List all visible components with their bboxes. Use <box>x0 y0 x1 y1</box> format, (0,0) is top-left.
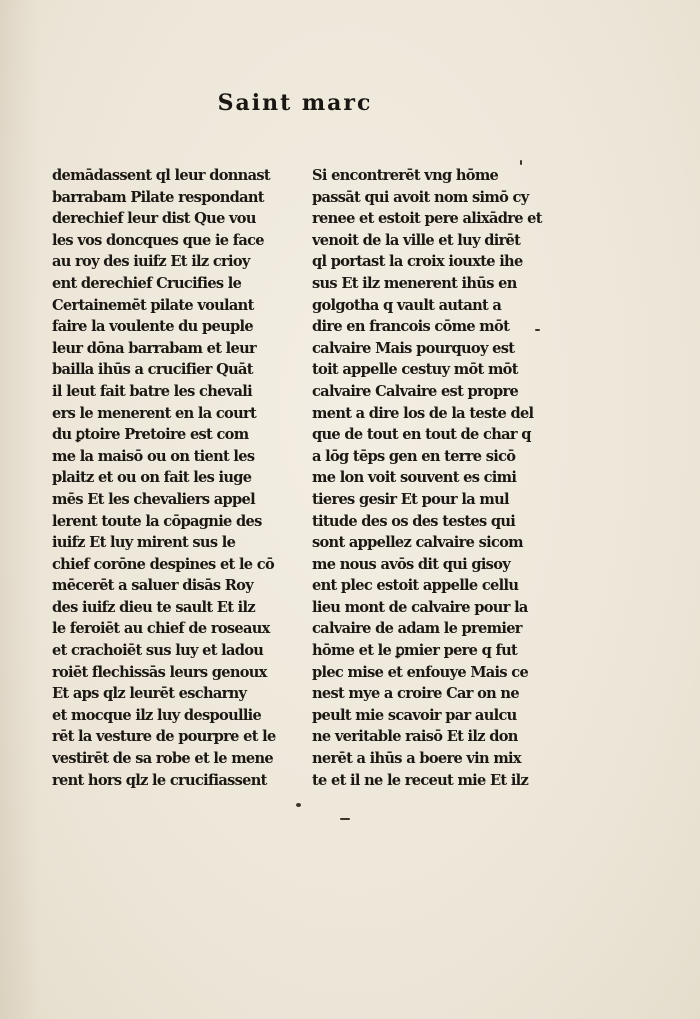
text-line: ment a dire los de la teste del <box>312 404 534 422</box>
text-line: ent plec estoit appelle cellu <box>312 577 519 595</box>
text-line: me la maisō ou on tient les <box>52 447 255 465</box>
text-line: me lon voit souvent es cimi <box>312 469 517 487</box>
ink-speck <box>296 803 301 807</box>
text-line: plec mise et enfouye Mais ce <box>312 663 529 681</box>
text-line: passāt qui avoit nom simō cy <box>312 188 529 206</box>
text-line: vestirēt de sa robe et le mene <box>52 750 274 768</box>
text-line: rēt la vesture de pourpre et le <box>52 728 276 746</box>
text-line: peult mie scavoir par aulcu <box>312 706 517 724</box>
text-line: chief corōne despines et le cō <box>52 555 274 573</box>
text-line: Certainemēt pilate voulant <box>52 296 254 314</box>
text-line: Si encontrerēt vng hōme <box>312 167 499 184</box>
text-line: calvaire de adam le premier <box>312 620 522 638</box>
text-line: lerent toute la cōpagnie des <box>52 512 262 530</box>
text-line: mēcerēt a saluer disās Roy <box>52 577 253 595</box>
text-line: ql portast la croix iouxte ihe <box>312 253 523 271</box>
text-line: et mocque ilz luy despoullie <box>52 706 262 724</box>
text-line: plaitz et ou on fait les iuge <box>52 469 252 487</box>
text-line: au roy des iuifz Et ilz crioy <box>52 253 250 271</box>
text-line: le feroiēt au chief de roseaux <box>52 620 270 638</box>
text-line: demādassent ql leur donnast <box>52 167 270 184</box>
text-line: leur dōna barrabam et leur <box>52 339 257 357</box>
text-line: hōme et le ꝑmier pere q fut <box>312 642 518 660</box>
text-line: que de tout en tout de char q <box>312 426 531 444</box>
text-line: toit appelle cestuy mōt mōt <box>312 361 518 379</box>
text-line: venoit de la ville et luy dirēt <box>312 231 521 249</box>
text-line: nest mye a croire Car on ne <box>312 685 519 703</box>
text-line: titude des os des testes qui <box>312 512 516 530</box>
running-head: Saint marc <box>217 90 373 116</box>
text-line: sus Et ilz menerent ihūs en <box>312 274 517 292</box>
gutter-shadow <box>0 0 40 1019</box>
text-line: te et il ne le receut mie Et ilz <box>312 771 529 789</box>
text-line: iuifz Et luy mirent sus le <box>52 534 236 552</box>
text-line: il leut fait batre les chevali <box>52 382 252 400</box>
text-line: mēs Et les chevaliers appel <box>52 490 255 508</box>
text-line: ers le menerent en la court <box>52 404 257 422</box>
text-line: dire en francois cōme mōt <box>312 318 510 336</box>
text-line: roiēt flechissās leurs genoux <box>52 663 267 681</box>
text-line: du ꝑtoire Pretoire est com <box>52 426 249 444</box>
text-line: calvaire Calvaire est propre <box>312 382 519 400</box>
text-line: barrabam Pilate respondant <box>52 188 264 206</box>
text-line: Et aps qlz leurēt escharny <box>52 685 247 703</box>
text-line: me nous avōs dit qui gisoy <box>312 555 511 573</box>
text-line: sont appellez calvaire sicom <box>312 534 523 552</box>
ink-speck <box>520 160 522 165</box>
ink-speck <box>535 329 540 331</box>
right-column <box>312 165 544 791</box>
text-line: bailla ihūs a crucifier Quāt <box>52 361 253 379</box>
text-line: les vos doncques que ie face <box>52 231 264 249</box>
text-line: ent derechief Crucifies le <box>52 274 242 292</box>
text-line: nerēt a ihūs a boere vin mix <box>312 750 521 768</box>
left-column <box>52 165 284 791</box>
text-line: golgotha q vault autant a <box>312 296 502 314</box>
text-line: lieu mont de calvaire pour la <box>312 598 528 616</box>
ink-speck <box>340 818 350 820</box>
text-line: renee et estoit pere alixādre et <box>312 210 542 228</box>
text-line: des iuifz dieu te sault Et ilz <box>52 598 255 616</box>
text-line: a lōg tēps gen en terre sicō <box>312 447 516 465</box>
text-line: rent hors qlz le crucifiassent <box>52 771 267 789</box>
text-line: calvaire Mais pourquoy est <box>312 339 515 357</box>
text-line: et crachoiēt sus luy et ladou <box>52 642 264 660</box>
text-line: ne veritable raisō Et ilz don <box>312 728 518 746</box>
text-line: faire la voulente du peuple <box>52 318 253 336</box>
text-line: derechief leur dist Que vou <box>52 210 256 228</box>
text-line: tieres gesir Et pour la mul <box>312 490 509 508</box>
